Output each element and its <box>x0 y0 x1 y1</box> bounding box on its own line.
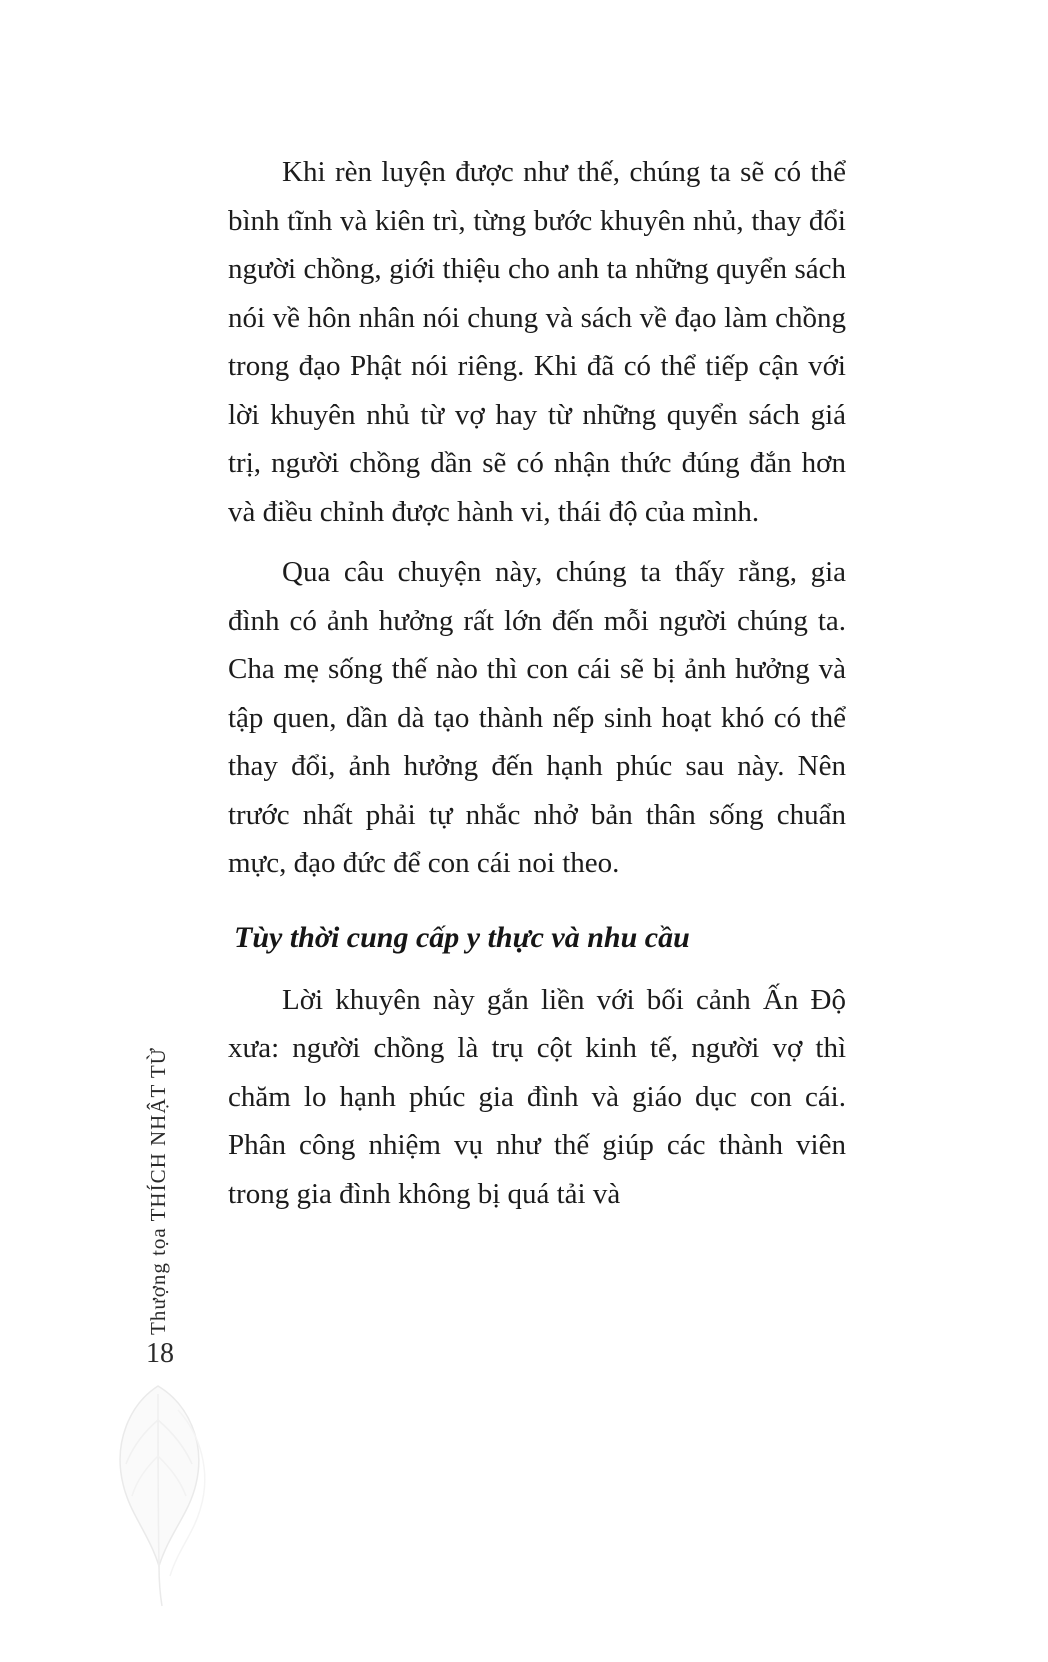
page-content <box>228 148 846 1230</box>
paragraph-2: Qua câu chuyện này, chúng ta thấy rằng, gia đình có ảnh hưởng rất lớn đến mỗi người chúng ta. Cha mẹ sống thế nào thì con cái sẽ bị ảnh hưởng và tập quen, dần dà tạo thành nếp sinh hoạt khó có thể thay đổi, ảnh hưởng đến hạnh phúc sau này. Nên trước nhất phải tự nhắc nhở bản thân sống chuẩn mực, đạo đức để con cái noi theo. <box>228 556 846 879</box>
bodhi-leaf-watermark-icon <box>96 1380 226 1610</box>
paragraph-3: Lời khuyên này gắn liền với bối cảnh Ấn Độ xưa: người chồng là trụ cột kinh tế, người vợ thì chăm lo hạnh phúc gia đình và giáo dục con cái. Phân công nhiệm vụ như thế giúp các thành viên trong gia đình không bị quá tải và <box>228 983 846 1210</box>
sidebar-author-text: Thượng tọa THÍCH NHẬT TỪ <box>146 1047 170 1335</box>
paragraph-1: Khi rèn luyện được như thế, chúng ta sẽ có thể bình tĩnh và kiên trì, từng bước khuyên nhủ, thay đổi người chồng, giới thiệu cho anh ta những quyển sách nói về hôn nhân nói chung và sách về đạo làm chồng trong đạo Phật nói riêng. Khi đã có thể tiếp cận với lời khuyên nhủ từ vợ hay từ những quyển sách giá trị, người chồng dần sẽ có nhận thức đúng đắn hơn và điều chỉnh được hành vi, thái độ của mình. <box>228 156 846 528</box>
page-number: 18 <box>146 1338 174 1369</box>
section-heading: Tùy thời cung cấp y thực và nhu cầu <box>234 920 690 954</box>
